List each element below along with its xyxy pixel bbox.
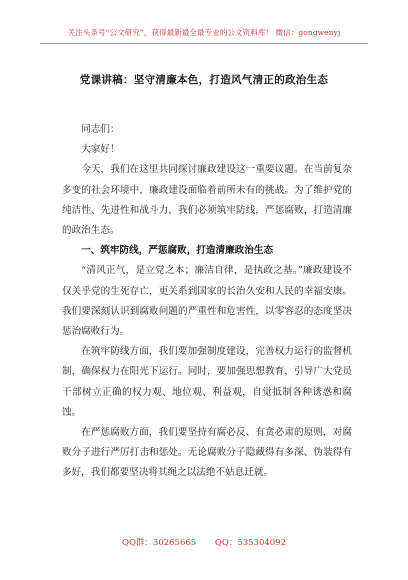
document-title: 党课讲稿：坚守清廉本色，打造风气清正的政治生态 (79, 74, 329, 86)
footer-contact (0, 536, 408, 548)
paragraph-defense: 在筑牢防线方面，我们要加强制度建设，完善权力运行的监督机制，确保权力在阳光下运行。同时，要加强思想教育，引导广大党员干部树立正确的权力观、地位观、利益观，自觉抵制各种诱惑和腐蚀。 (62, 346, 352, 418)
header-banner: 关注头条号“公文研究”，获得最新最全最专业的公文资料库！ 微信：gongwenyj (67, 28, 341, 37)
paragraph-intro: 今天，我们在这里共同探讨廉政建设这一重要议题。在当前复杂多变的社会环境中，廉政建设面临着前所未有的挑战。为了维护党的纯洁性、先进性和战斗力，我们必须筑牢防线，严惩腐败，打造清廉的政治生态。 (62, 164, 352, 237)
paragraph-quote: “清风正气，是立党之本；廉洁自律，是执政之基。”廉政建设不仅关乎党的生死存亡，更关系到国家的长治久安和人民的幸福安康。我们要深刻认识到腐败问题的严重性和危害性，以零容忍的态度坚决惩治腐败行为。 (62, 265, 352, 338)
header-divider (40, 43, 368, 44)
footer-qq: QQ：535304092 (214, 538, 286, 548)
document-body (62, 120, 352, 484)
footer-qq-group: QQ群：30265665 (121, 538, 197, 548)
section-heading: 一、筑牢防线，严惩腐败，打造清廉政治生态 (81, 245, 274, 257)
paragraph-punish: 在严惩腐败方面，我们要坚持有腐必反、有贪必肃的原则，对腐败分子进行严厉打击和惩处。无论腐败分子隐藏得有多深、伪装得有多好，我们都要坚决将其绳之以法绝不姑息迁就。 (62, 427, 352, 479)
salutation: 同志们： (81, 124, 120, 135)
greeting: 大家好！ (81, 144, 120, 156)
